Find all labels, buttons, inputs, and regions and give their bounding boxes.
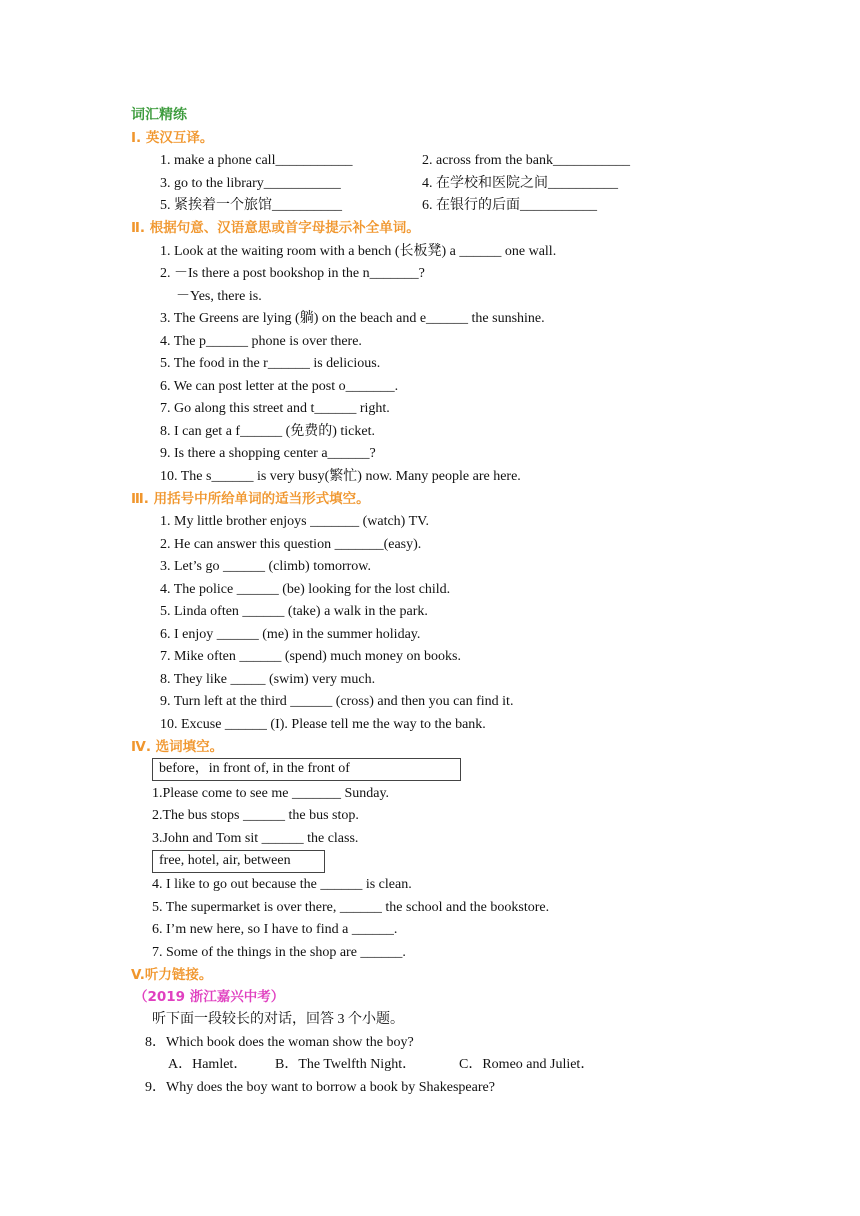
s4-item: 4. I like to go out because the ______ is clean. — [152, 877, 412, 892]
s2-item: 9. Is there a shopping center a______? — [160, 446, 376, 461]
q8-option-b: B．The Twelfth Night． — [275, 1057, 417, 1072]
word-bank-box-2: free, hotel, air, between — [152, 850, 325, 873]
q8-option-c: C．Romeo and Juliet． — [459, 1057, 595, 1072]
s4-item: 7. Some of the things in the shop are ______. — [152, 945, 406, 960]
s3-item: 7. Mike often ______ (spend) much money on books. — [160, 649, 461, 664]
s3-item: 9. Turn left at the third ______ (cross) and then you can find it. — [160, 694, 514, 709]
s4-item: 5. The supermarket is over there, ______ the school and the bookstore. — [152, 900, 550, 915]
s1-item-2: 2. across from the bank___________ — [422, 153, 631, 168]
s2-item: 10. The s______ is very busy(繁忙) now. Many people are here. — [160, 469, 521, 484]
s2-item: 1. Look at the waiting room with a bench (长板凳) a ______ one wall. — [160, 244, 557, 259]
s3-item: 3. Let’s go ______ (climb) tomorrow. — [160, 559, 372, 574]
s2-item: －Yes, there is. — [176, 289, 262, 304]
s2-item: 8. I can get a f______ (免费的) ticket. — [160, 424, 375, 439]
s2-item: 6. We can post letter at the post o_______. — [160, 379, 399, 394]
s4-item: 1.Please come to see me _______ Sunday. — [152, 786, 390, 801]
s3-item: 4. The police ______ (be) looking for the lost child. — [160, 582, 451, 597]
s4-item: 2.The bus stops ______ the bus stop. — [152, 808, 359, 823]
word-bank-box-1: before，in front of, in the front of — [152, 758, 461, 781]
s2-item: 4. The p______ phone is over there. — [160, 334, 362, 349]
s3-item: 10. Excuse ______ (I). Please tell me the way to the bank. — [160, 717, 486, 732]
s1-item-5: 5. 紧挨着一个旅馆__________ — [160, 198, 342, 213]
s3-item: 1. My little brother enjoys _______ (watch) TV. — [160, 514, 429, 529]
s3-item: 5. Linda often ______ (take) a walk in the park. — [160, 604, 428, 619]
s1-item-6: 6. 在银行的后面___________ — [422, 198, 597, 213]
q8-option-a: A．Hamlet． — [168, 1057, 248, 1072]
exam-source: （2019 浙江嘉兴中考） — [134, 989, 285, 1005]
s1-item-3: 3. go to the library___________ — [160, 176, 341, 191]
s2-item: 3. The Greens are lying (躺) on the beach and e______ the sunshine. — [160, 311, 545, 326]
s4-item: 3.John and Tom sit ______ the class. — [152, 831, 359, 846]
s2-item: 5. The food in the r______ is delicious. — [160, 356, 381, 371]
section-3-heading: Ⅲ. 用括号中所给单词的适当形式填空。 — [131, 491, 370, 507]
s2-item: 2. －Is there a post bookshop in the n_______? — [160, 266, 425, 281]
question-8: 8．Which book does the woman show the boy? — [145, 1035, 414, 1050]
section-5-heading: V.听力链接。 — [131, 967, 213, 983]
s4-item: 6. I’m new here, so I have to find a ______. — [152, 922, 398, 937]
s1-item-1: 1. make a phone call___________ — [160, 153, 353, 168]
s2-item: 7. Go along this street and t______ right. — [160, 401, 390, 416]
s3-item: 8. They like _____ (swim) very much. — [160, 672, 376, 687]
question-9: 9．Why does the boy want to borrow a book by Shakespeare? — [145, 1080, 495, 1095]
section-4-heading: Ⅳ. 选词填空。 — [131, 739, 224, 755]
page-title: 词汇精练 — [131, 107, 187, 123]
section-1-heading: Ⅰ. 英汉互译。 — [131, 130, 214, 146]
section-2-heading: Ⅱ. 根据句意、汉语意思或首字母提示补全单词。 — [131, 220, 420, 236]
listening-intro: 听下面一段较长的对话，回答 3 个小题。 — [152, 1012, 404, 1027]
s1-item-4: 4. 在学校和医院之间__________ — [422, 176, 618, 191]
s3-item: 2. He can answer this question _______(easy). — [160, 537, 422, 552]
s3-item: 6. I enjoy ______ (me) in the summer holiday. — [160, 627, 421, 642]
